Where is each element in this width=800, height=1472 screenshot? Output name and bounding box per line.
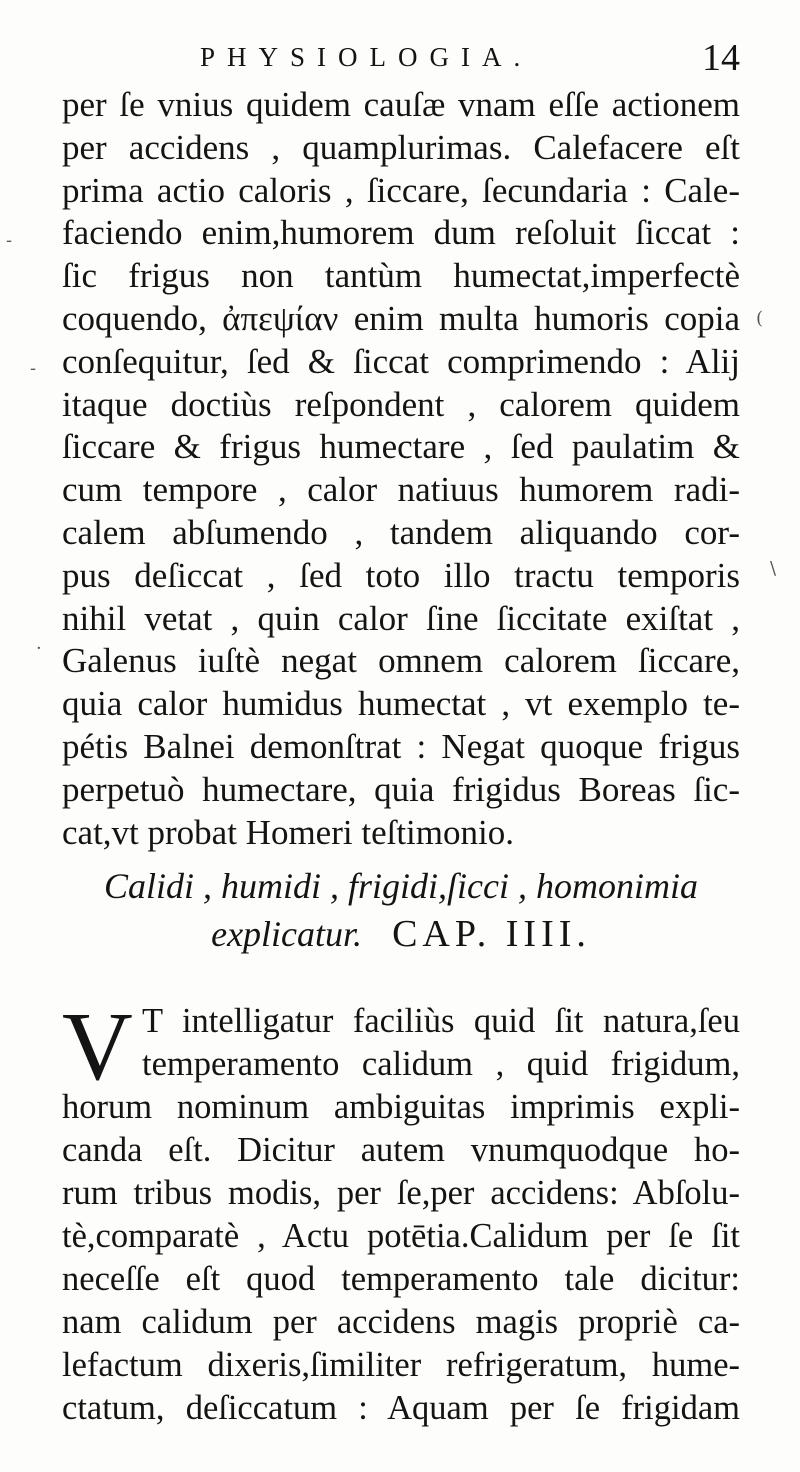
text-line: neceſſe eſt quod temperamento tale dicitur: [62,1260,740,1298]
text-line: lefactum dixeris,ſimiliter refrigeratum, hume- [62,1346,740,1384]
text-line: ſic frigus non tantùm humectat,imperfectè [62,256,740,296]
page-number: 14 [702,37,740,79]
margin-mark: ‑ [30,358,37,379]
text-line: ctatum, deſiccatum : Aquam per ſe frigidam [62,1389,740,1427]
chapter-number: CAP. IIII. [392,913,591,955]
chapter-heading-line: Calidi , humidi , frigidi,ſicci , homonimia [104,866,698,906]
chapter-heading [62,862,740,958]
drop-cap: V [62,993,133,1101]
text-line: itaque doctiùs reſpondent , calorem quidem [62,384,740,424]
text-line: T intelligatur faciliùs quid ſit natura,ſeu [142,1002,740,1040]
text-line: cat,vt probat Homeri teſtimonio. [62,812,514,852]
text-line: nihil vetat , quin calor ſine ſiccitate exiſtat , [62,598,740,638]
text-line: tè,comparatè , Actu potētia.Calidum per ſe ſit [62,1217,740,1255]
main-text-block [62,84,740,854]
page-header [60,36,740,86]
running-title: PHYSIOLOGIA. [200,42,533,72]
text-line: coquendo, ἀπεψίαν enim multa humoris copia [62,298,740,338]
text-line: rum tribus modis, per ſe,per accidens: Abſolu- [62,1174,740,1212]
chapter-heading-italic: explicatur. [211,914,363,954]
text-line: calem abſumendo , tandem aliquando cor- [62,512,740,552]
margin-mark: - [6,230,13,251]
text-line: per ſe vnius quidem cauſæ vnam eſſe actionem [62,85,740,124]
text-line: perpetuò humectare, quia frigidus Boreas ſic- [62,769,740,809]
text-line: pus deſiccat , ſed toto illo tractu temporis [62,555,740,595]
chapter-text-block [62,993,740,1430]
text-line: Galenus iuſtè negat omnem calorem ſiccare, [62,641,740,681]
margin-mark: ( [756,308,764,329]
text-line: pétis Balnei demonſtrat : Negat quoque frigus [62,726,740,766]
margin-mark: \ [770,558,777,579]
text-line: ſiccare & frigus humectare , ſed paulatim & [62,427,740,467]
text-line: canda eſt. Dicitur autem vnumquodque ho- [62,1131,740,1169]
text-line: nam calidum per accidens magis propriè ca- [62,1303,740,1341]
text-line: temperamento calidum , quid frigidum, [142,1045,740,1083]
text-line: conſequitur, ſed & ſiccat comprimendo : Alij [62,341,740,381]
text-line: horum nominum ambiguitas imprimis expli- [62,1088,740,1126]
chapter-heading-line [62,910,740,958]
text-line: quia calor humidus humectat , vt exemplo te- [62,684,740,724]
margin-mark: · [36,638,42,659]
text-line: cum tempore , calor natiuus humorem radi- [62,470,740,510]
text-line: prima actio caloris , ſiccare, ſecundaria : Cale- [62,170,740,210]
text-line: faciendo enim,humorem dum reſoluit ſiccat : [62,213,740,253]
text-line: per accidens , quamplurimas. Calefacere eſt [62,127,740,167]
